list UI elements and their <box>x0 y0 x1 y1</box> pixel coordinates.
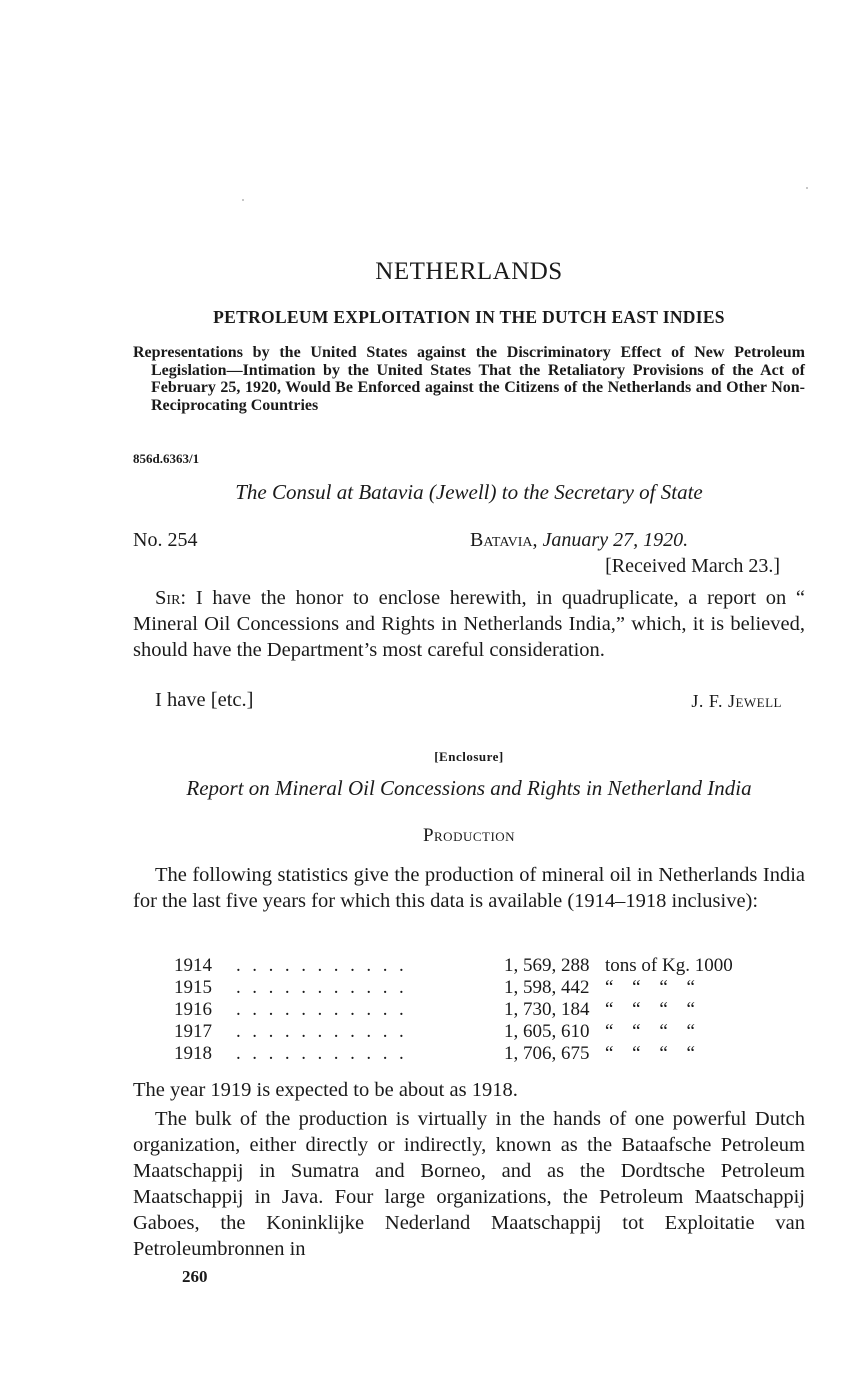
leader-dots: . . . . . . . . . . . <box>236 999 408 1020</box>
country-heading: NETHERLANDS <box>375 258 563 285</box>
letter-heading: The Consul at Batavia (Jewell) to the Secretary of State <box>235 480 703 504</box>
table-row <box>174 999 774 1021</box>
table-row <box>174 1043 774 1065</box>
unit-cell: “ “ “ “ <box>605 999 695 1020</box>
enclosure-label: [Enclosure] <box>434 749 504 764</box>
dateline <box>470 529 688 552</box>
production-value: 1, 598, 442 <box>504 977 590 998</box>
table-row <box>174 977 774 999</box>
year-cell: 1918 <box>174 1043 212 1064</box>
document-number: No. 254 <box>133 529 198 551</box>
unit-cell: “ “ “ “ <box>605 1021 695 1042</box>
section-heading: Production <box>422 825 516 846</box>
file-number: 856d.6363/1 <box>133 451 200 466</box>
received-date: [Received March 23.] <box>605 555 780 577</box>
table-row <box>174 955 774 977</box>
production-table <box>174 955 774 1065</box>
dateline-place: Batavia, <box>470 529 538 551</box>
forecast-sentence: The year 1919 is expected to be about as 1918. <box>133 1079 518 1101</box>
letter-body <box>133 585 805 663</box>
letter-body-text: I have the honor to enclose herewith, in quadruplicate, a report on “ Mineral Oil Concessions and Rights in Netherlands India,” which, it is believed, should have the Department’s most careful consideration. <box>133 587 806 661</box>
unit-cell: tons of Kg. 1000 <box>605 955 733 976</box>
leader-dots: . . . . . . . . . . . <box>236 955 408 976</box>
production-value: 1, 730, 184 <box>504 999 590 1020</box>
year-cell: 1916 <box>174 999 212 1020</box>
scan-speck <box>242 199 244 201</box>
unit-cell: “ “ “ “ <box>605 1043 695 1064</box>
production-paragraph: The bulk of the production is virtually in the hands of one powerful Dutch organization, either directly or indirectly, known as the Bataafsche Petroleum Maatschappij in Sumatra and Borneo, and as the Dordtsche Petroleum Maatschappij in Java. Four large organizations, the Petroleum Maatschappij Gaboes, the Koninklijke Nederland Maatschappij tot Exploitatie van Petroleumbronnen in <box>133 1108 805 1260</box>
signature: J. F. Jewell <box>691 691 782 711</box>
dateline-date: January 27, 1920. <box>542 529 689 551</box>
production-value: 1, 605, 610 <box>504 1021 590 1042</box>
unit-cell: “ “ “ “ <box>605 977 695 998</box>
year-cell: 1915 <box>174 977 212 998</box>
scan-speck <box>806 187 808 189</box>
letter-closing: I have [etc.] <box>155 689 254 711</box>
year-cell: 1914 <box>174 955 212 976</box>
production-value: 1, 569, 288 <box>504 955 590 976</box>
document-summary: Representations by the United States against the Discriminatory Effect of New Petroleum Legislation—Intimation by the United States That the Retaliatory Provisions of the Act of February 25, 1920, Would Be Enforced against the Citizens of the Netherlands and Other Non-Reciprocating Countries <box>133 344 805 414</box>
leader-dots: . . . . . . . . . . . <box>236 1021 408 1042</box>
report-title: Report on Mineral Oil Concessions and Rights in Netherland India <box>186 776 752 800</box>
statistics-intro: The following statistics give the production of mineral oil in Netherlands India for the last five years for which this data is available (1914–1918 inclusive): <box>133 864 805 912</box>
salutation: Sir: <box>155 587 187 609</box>
leader-dots: . . . . . . . . . . . <box>236 1043 408 1064</box>
production-value: 1, 706, 675 <box>504 1043 590 1064</box>
year-cell: 1917 <box>174 1021 212 1042</box>
subject-heading: PETROLEUM EXPLOITATION IN THE DUTCH EAST INDIES <box>213 307 725 327</box>
page-number: 260 <box>182 1267 208 1286</box>
table-row <box>174 1021 774 1043</box>
leader-dots: . . . . . . . . . . . <box>236 977 408 998</box>
